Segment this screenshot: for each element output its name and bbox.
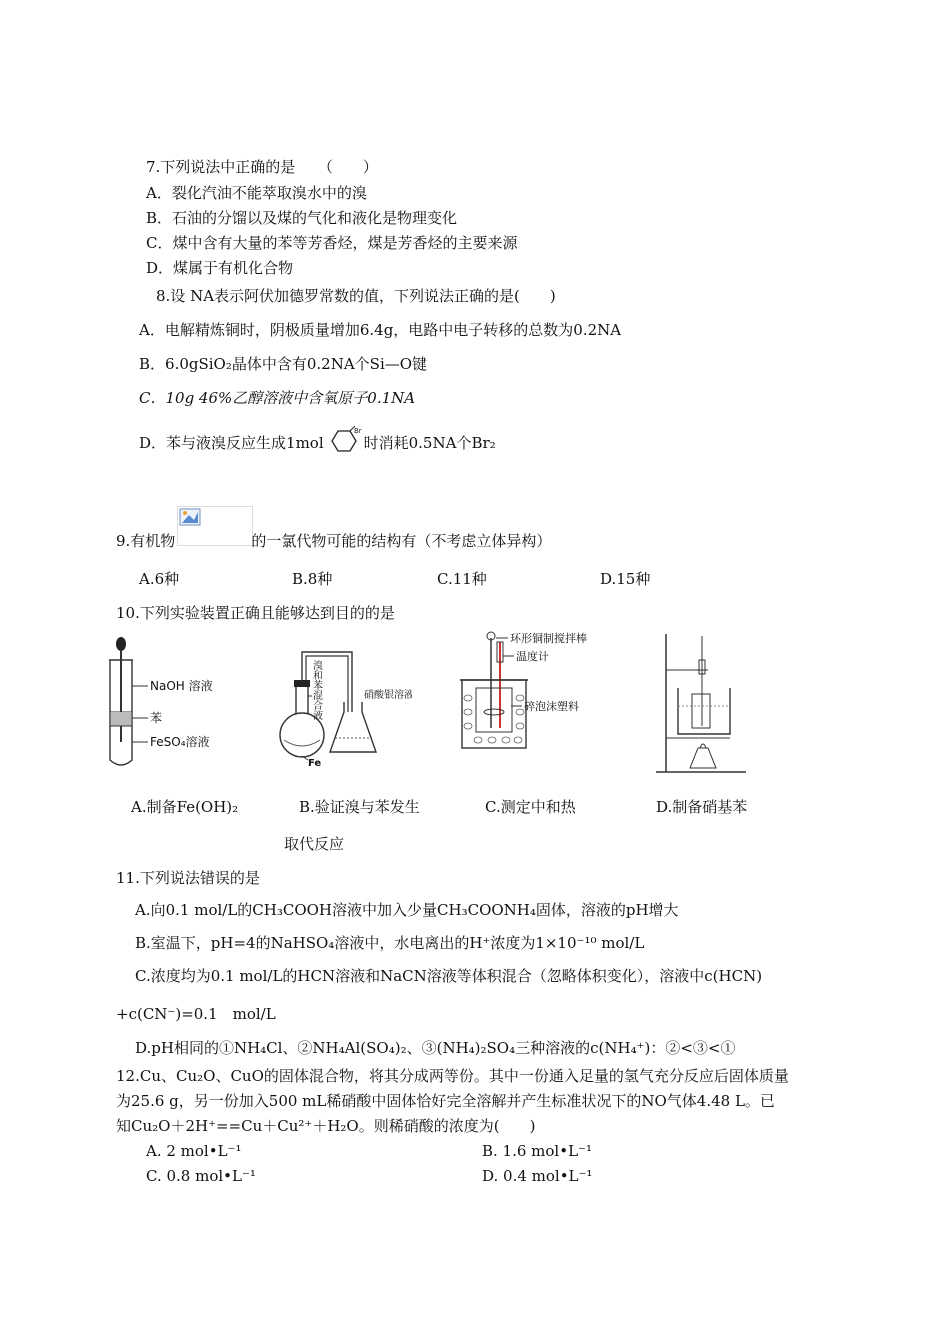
q10-option-d: D.制备硝基苯 <box>656 798 748 816</box>
fig-a-label-feso4: FeSO₄溶液 <box>150 735 210 749</box>
q12-line2: 为25.6 g，另一份加入500 mL稀硝酸中固体恰好完全溶解并产生标准状况下的NO气体4.48 L。已 <box>116 1092 775 1110</box>
q8-option-c: C．10g 46%乙醇溶液中含氧原子0.1NA <box>139 389 416 407</box>
bromine-label: Br <box>353 427 362 435</box>
q7-stem: 7.下列说法中正确的是 （ ） <box>146 158 378 176</box>
fig-b-label-fe: Fe <box>308 758 322 769</box>
q11-option-c: C.浓度均为0.1 mol/L的HCN溶液和NaCN溶液等体积混合（忽略体积变化），溶液中c(HCN) <box>135 967 763 985</box>
fig-c-label-foam: 碎泡沫塑料 <box>524 700 579 713</box>
q8-option-d <box>139 426 496 456</box>
fig-c-label-stirrer: 环形铜制搅拌棒 <box>510 632 587 645</box>
q11-option-d: D.pH相同的①NH₄Cl、②NH₄Al(SO₄)₂、③(NH₄)₂SO₄三种溶液的c(NH₄⁺)：②<③<① <box>135 1039 736 1057</box>
q7-option-d: D．煤属于有机化合物 <box>146 259 294 277</box>
figure-b-flask-apparatus <box>272 640 412 774</box>
q10-option-b-cont: 取代反应 <box>284 835 345 853</box>
q9-option-d: D.15种 <box>600 570 651 588</box>
figure-c-calorimeter <box>456 628 616 757</box>
q12-line1: 12.Cu、Cu₂O、CuO的固体混合物，将其分成两等份。其中一份通入足量的氢气充分反应后固体质量 <box>116 1067 789 1085</box>
q12-option-b: B. 1.6 mol•L⁻¹ <box>482 1142 592 1160</box>
q12-option-c: C. 0.8 mol•L⁻¹ <box>146 1167 256 1185</box>
q12-option-d: D. 0.4 mol•L⁻¹ <box>482 1167 593 1185</box>
q9-option-c: C.11种 <box>437 570 487 588</box>
q11-option-c-cont: +c(CN⁻)=0.1 mol/L <box>116 1005 276 1023</box>
q9-stem-pre: 9.有机物 <box>116 532 176 550</box>
fig-a-label-benzene: 苯 <box>150 711 163 725</box>
q9-stem <box>116 531 551 551</box>
q8-stem: 8.设 NA表示阿伏加德罗常数的值，下列说法正确的是( ) <box>156 287 556 305</box>
q10-option-c: C.测定中和热 <box>485 798 576 816</box>
q11-stem: 11.下列说法错误的是 <box>116 869 260 887</box>
q7-option-c: C．煤中含有大量的苯等芳香烃，煤是芳香烃的主要来源 <box>146 234 518 252</box>
q7-option-b: B．石油的分馏以及煤的气化和液化是物理变化 <box>146 209 458 227</box>
bromobenzene-structure <box>324 426 364 456</box>
q8-option-d-post: 时消耗0.5NA个Br₂ <box>363 434 496 452</box>
q8-option-b: B．6.0gSiO₂晶体中含有0.2NA个Si—O键 <box>139 355 428 373</box>
q11-option-b: B.室温下，pH=4的NaHSO₄溶液中，水电离出的H⁺浓度为1×10⁻¹⁰ mol/L <box>135 934 645 952</box>
q10-option-a: A.制备Fe(OH)₂ <box>131 798 239 816</box>
fig-a-label-naoh: NaOH 溶液 <box>150 679 213 693</box>
q11-option-a: A.向0.1 mol/L的CH₃COOH溶液中加入少量CH₃COONH₄固体，溶液的pH增大 <box>135 901 679 919</box>
fig-c-label-thermometer: 温度计 <box>516 650 549 663</box>
q9-stem-post: 的一氯代物可能的结构有（不考虑立体异构） <box>251 532 552 550</box>
q7-option-a: A．裂化汽油不能萃取溴水中的溴 <box>146 184 367 202</box>
q9-option-a: A.6种 <box>139 570 180 588</box>
q10-stem: 10.下列实验装置正确且能够达到目的的是 <box>116 604 395 622</box>
figure-d-nitrobenzene-setup <box>650 630 750 779</box>
figure-a-test-tube <box>104 632 224 776</box>
q8-option-d-pre: D．苯与液溴反应生成1mol <box>139 434 324 452</box>
q12-option-a: A. 2 mol•L⁻¹ <box>146 1142 242 1160</box>
q12-line3: 知Cu₂O＋2H⁺==Cu＋Cu²⁺＋H₂O。则稀硝酸的浓度为( ) <box>116 1117 536 1135</box>
fig-b-label-mixture: 溴和苯混合液 <box>310 660 322 720</box>
q8-option-a: A．电解精炼铜时，阴极质量增加6.4g，电路中电子转移的总数为0.2NA <box>139 321 622 339</box>
q9-option-b: B.8种 <box>292 570 333 588</box>
fig-b-label-agno3: 硝酸银溶液 <box>364 690 412 701</box>
q10-option-b: B.验证溴与苯发生 <box>299 798 420 816</box>
